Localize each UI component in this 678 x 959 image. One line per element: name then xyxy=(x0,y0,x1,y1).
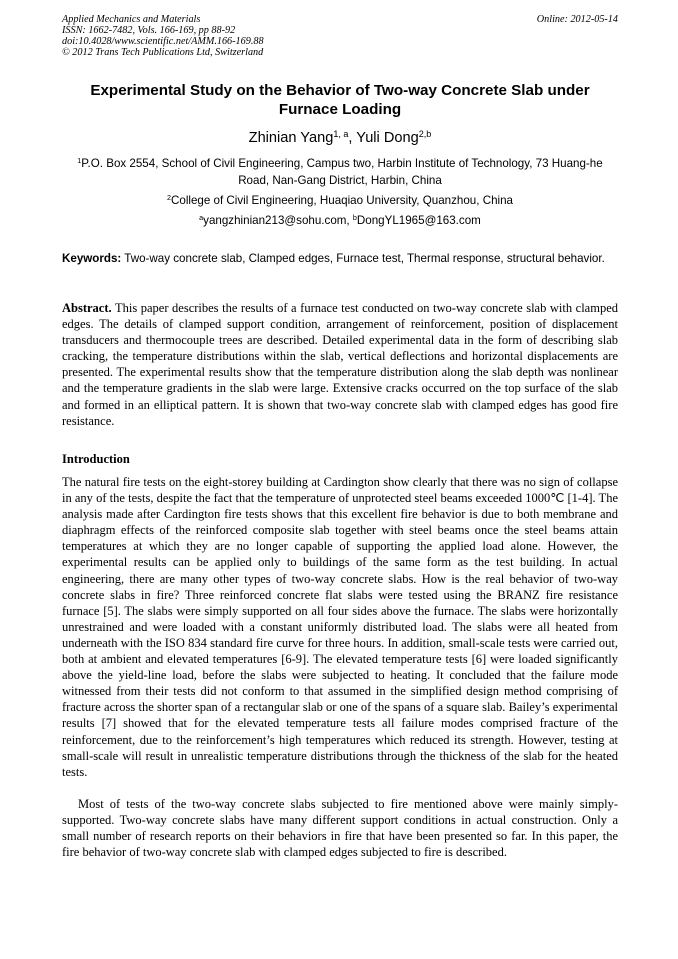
author-line xyxy=(62,128,618,148)
abstract-text: This paper describes the results of a furnace test conducted on two-way concrete slab with clamped edges. The details of clamped support condition, arrangement of reinforcement, position of displacement transducers and thermocouple trees are described. Detailed experimental data in the form of describing slab cracking, the temperature distributions within the slab, vertical deflections and horizontal displacements are presented. The experimental results show that the temperature distribution along the slab depth was nonlinear and the temperature gradients in the slab were large. Extensive cracks occurred on the top surface of the slab and formed in an elliptical pattern. It is shown that two-way concrete slab with clamped edges has good fire resistance. xyxy=(62,301,618,428)
affiliation-text: College of Civil Engineering, Huaqiao University, Quanzhou, China xyxy=(171,194,513,207)
keywords xyxy=(62,251,618,266)
affiliation-1 xyxy=(62,156,618,189)
author-superscript: 2,b xyxy=(418,129,432,140)
doi-line: doi:10.4028/www.scientific.net/AMM.166-169.88 xyxy=(62,36,264,47)
journal-name: Applied Mechanics and Materials xyxy=(62,14,201,25)
email-link[interactable]: DongYL1965@163.com xyxy=(356,214,481,227)
email-link[interactable]: yangzhinian213@sohu.com, xyxy=(203,214,353,227)
author-name: Zhinian Yang xyxy=(248,130,334,146)
journal-header xyxy=(62,14,618,58)
author-name: Yuli Dong xyxy=(356,130,419,146)
paper-title: Experimental Study on the Behavior of Two-way Concrete Slab under Furnace Loading xyxy=(90,82,590,118)
section-heading-introduction: Introduction xyxy=(62,452,130,466)
affiliation-text: P.O. Box 2554, School of Civil Engineering, Campus two, Harbin Institute of Technology, 73 Huang-he Road, Nan-Gang District, Harbin, China xyxy=(81,157,603,187)
abstract-label: Abstract. xyxy=(62,301,112,315)
affiliation-superscript: 1 xyxy=(77,156,82,166)
abstract xyxy=(62,300,618,429)
email-line xyxy=(62,213,618,230)
keywords-text: Two-way concrete slab, Clamped edges, Furnace test, Thermal response, structural behavior. xyxy=(121,252,605,265)
affiliation-superscript: 2 xyxy=(167,193,171,203)
email-superscript: b xyxy=(352,213,357,223)
online-date: Online: 2012-05-14 xyxy=(536,14,618,25)
author-separator: , xyxy=(348,130,357,146)
intro-paragraph-2: Most of tests of the two-way concrete slabs subjected to fire mentioned above were mainly simply-supported. Two-way concrete slabs have many different support conditions in actual construction. Only a small number of research reports on their behaviors in fire that have been presented so far. In this paper, the fire behavior of two-way concrete slab with clamped edges subjected to fire is described. xyxy=(62,797,618,860)
keywords-label: Keywords: xyxy=(62,252,122,265)
author-superscript: 1, a xyxy=(333,129,349,140)
copyright-line: © 2012 Trans Tech Publications Ltd, Switzerland xyxy=(62,47,264,58)
email-superscript: a xyxy=(199,213,204,223)
affiliation-2 xyxy=(62,193,618,210)
intro-paragraph-1: The natural fire tests on the eight-storey building at Cardington show clearly that there was no sign of collapse in any of the tests, despite the fact that the temperature of unprotected steel beams exceeded 1000℃ [1-4]. The analysis made after Cardington fire tests shows that this excellent fire behavior is due to both membrane and diaphragm effects of the reinforced composite slab together with steel beams once the steel beams attain temperatures at which they are no longer capable of supporting the applied load alone. However, the experimental results can be applied only to buildings of the same form as the test building. In actual engineering, there are many other types of two-way concrete slabs. How is the real behavior of two-way concrete slabs in fire? Three reinforced concrete flat slabs were tested using the BRANZ fire resistance furnace [5]. The slabs were simply supported on all four sides above the furnace. The slabs were horizontally unrestrained and were loaded with a constant uniformly distributed load. The slabs were all heated from underneath with the ISO 834 standard fire curve for three hours. In addition, small-scale tests were carried out, both at ambient and elevated temperatures [6-9]. The elevated temperature tests [6] were loaded significantly above the yield-line load, before the slabs were subjected to heating. It concluded that the failure mode witnessed from their tests did not conform to that assumed in the simplified design method comprising of fracture across the shorter span of a rectangular slab or one of the spans of a square slab. Bailey’s experimental results [7] showed that for the elevated temperature tests all failure modes comprised fracture of the reinforcement, due to the reinforcement’s high temperatures which reduced its strength. However, testing at small-scale will result in unrealistic temperature distributions through the thickness of the slab for the heated tests. xyxy=(62,475,618,779)
issn-line: ISSN: 1662-7482, Vols. 166-169, pp 88-92 xyxy=(62,25,236,36)
